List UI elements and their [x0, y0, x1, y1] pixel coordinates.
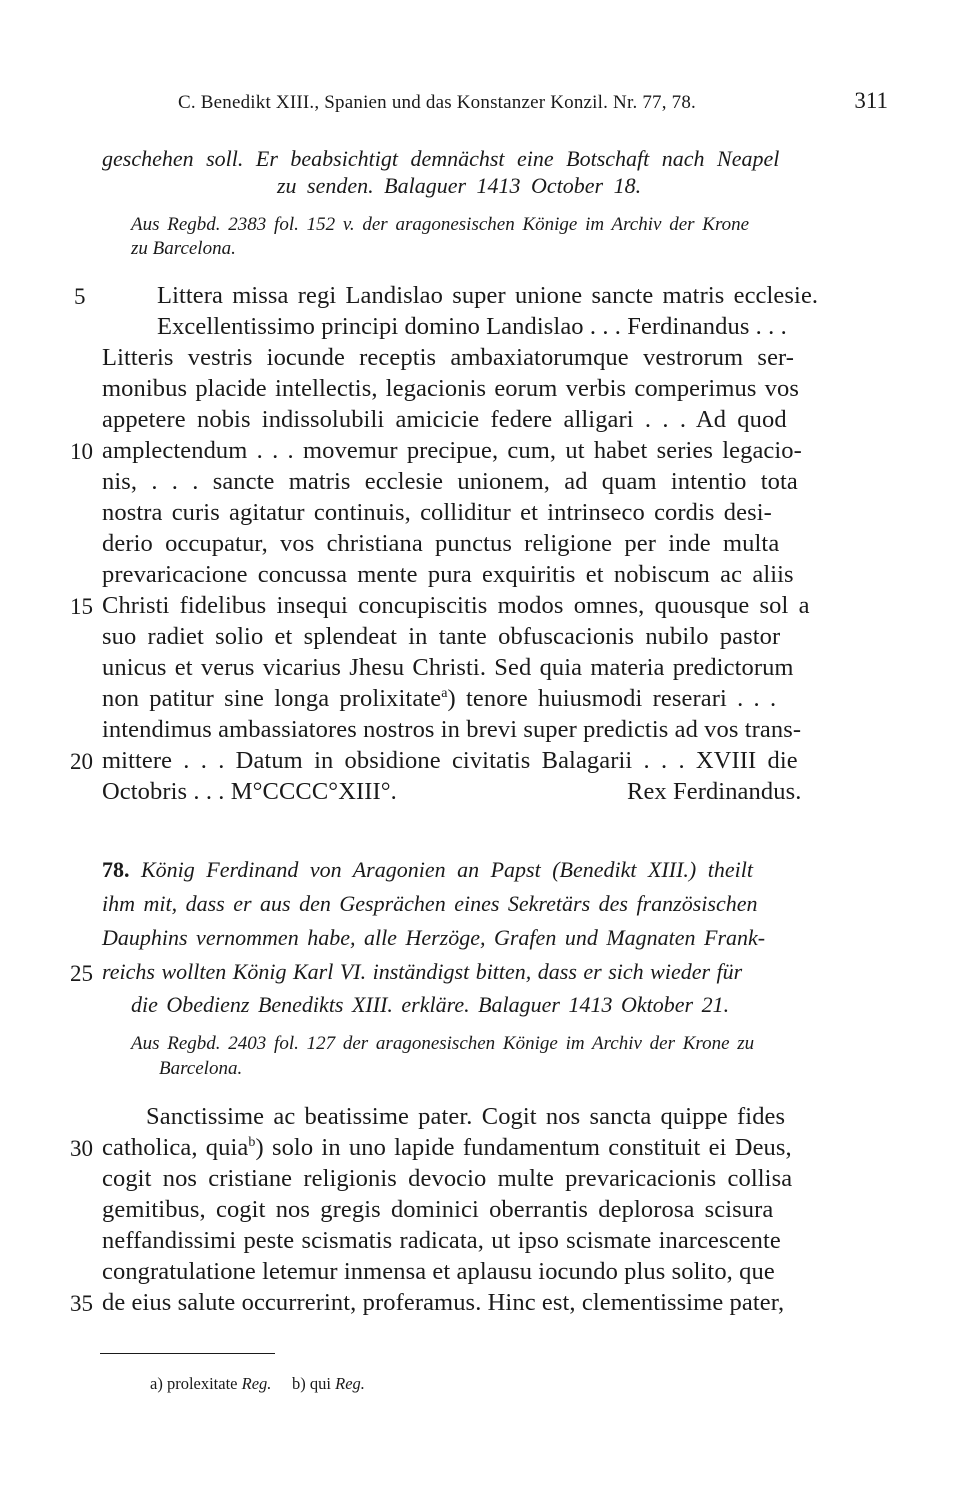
text-line: Litteris vestris iocunde receptis ambaxiatorumque vestrorum ser- [102, 344, 795, 371]
text-line: nis, . . . sancte matris ecclesie unionem, ad quam intentio tota [102, 468, 798, 495]
source-note: Aus Regbd. 2403 fol. 127 der aragonesischen Könige im Archiv der Krone zu [131, 1033, 755, 1054]
source-note: Barcelona. [159, 1058, 243, 1079]
summary-line: ihm mit, dass er aus den Gesprächen eines Sekretärs des französischen [102, 891, 758, 916]
text-line: Sanctissime ac beatissime pater. Cogit nos sancta quippe fides [146, 1103, 786, 1130]
summary-line: reichs wollten König Karl VI. inständigst bitten, dass er sich wieder für [102, 959, 743, 984]
line-number: 20 [70, 749, 93, 774]
text-line: mittere . . . Datum in obsidione civitatis Balagarii . . . XVIII die [102, 747, 798, 774]
summary-line: zu senden. Balaguer 1413 October 18. [277, 173, 642, 198]
running-title: C. Benedikt XIII., Spanien und das Konstanzer Konzil. Nr. 77, 78. [178, 92, 696, 113]
summary-line: 78. König Ferdinand von Aragonien an Papst (Benedikt XIII.) theilt [102, 857, 753, 882]
footnotes [150, 1374, 365, 1394]
running-header [178, 88, 888, 122]
text-line: amplectendum . . . movemur precipue, cum, ut habet series legacio- [102, 437, 802, 464]
text-line: prevaricacione concussa mente pura exquiritis et nobiscum ac aliis [102, 561, 794, 588]
footnote-b: b) qui Reg. [292, 1374, 365, 1393]
line-number: 25 [70, 961, 93, 986]
footnote-rule [100, 1353, 275, 1354]
signature: Rex Ferdinandus. [627, 778, 802, 805]
text-line: congratulatione letemur inmensa et aplausu iocundo plus solito, que [102, 1258, 775, 1285]
line-number: 35 [70, 1291, 93, 1316]
summary-line: die Obedienz Benedikts XIII. erkläre. Balaguer 1413 Oktober 21. [131, 992, 730, 1017]
text-line: unicus et verus vicarius Jhesu Christi. Sed quia materia predictorum [102, 654, 794, 681]
footnote-ref-b: b [248, 1135, 256, 1150]
text-line: cogit nos cristiane religionis devocio multe prevaricacionis collisa [102, 1165, 793, 1192]
footnote-a: a) prolexitate Reg. [150, 1374, 272, 1393]
source-note: Aus Regbd. 2383 fol. 152 v. der aragonesischen Könige im Archiv der Krone [131, 214, 750, 235]
line-number: 30 [70, 1136, 93, 1161]
text-line: Octobris . . . M°CCCC°XIII°. [102, 778, 397, 805]
text-line: catholica, quia$^b$) solo in uno lapide fundamentum constituit ei Deus, [102, 1134, 792, 1161]
line-number: 10 [70, 439, 93, 464]
text-line: derio occupatur, vos christiana punctus religione per inde multa [102, 530, 780, 557]
text-line: appetere nobis indissolubili amicicie federe alligari . . . Ad quod [102, 406, 787, 433]
text-line: intendimus ambassiatores nostros in brevi super predictis ad vos trans- [102, 716, 802, 743]
footnote-ref-a: a [441, 686, 448, 701]
text-line: Christi fidelibus insequi concupiscitis modos omnes, quousque sol a [102, 592, 810, 619]
text-line: nostra curis agitatur continuis, colliditur et intrinseco cordis desi- [102, 499, 772, 526]
source-note: zu Barcelona. [131, 238, 236, 259]
text-line: Littera missa regi Landislao super unione sancte matris ecclesie. [157, 282, 819, 309]
text-line: de eius salute occurrerint, proferamus. Hinc est, clementissime pater, [102, 1289, 785, 1316]
line-number: 15 [70, 594, 93, 619]
summary-line: geschehen soll. Er beabsichtigt demnächst eine Botschaft nach Neapel [102, 146, 780, 171]
text-line: Excellentissimo principi domino Landislao . . . Ferdinandus . . . [157, 313, 787, 340]
text-line: gemitibus, cogit nos gregis dominici oberrantis deplorosa scisura [102, 1196, 774, 1223]
text-line: suo radiet solio et splendeat in tante obfuscacionis nubilo pastor [102, 623, 781, 650]
text-line: neffandissimi peste scismatis radicata, ut ipso scismate inarcescente [102, 1227, 781, 1254]
page-number: 311 [854, 88, 888, 113]
summary-line: Dauphins vernommen habe, alle Herzöge, Grafen und Magnaten Frank- [102, 925, 766, 950]
text-line: non patitur sine longa prolixitate$^a$) tenore huiusmodi reserari . . . [102, 685, 777, 712]
line-number: 5 [74, 284, 86, 309]
document-number: 78. [102, 857, 130, 882]
text-line: monibus placide intellectis, legacionis eorum verbis comperimus vos [102, 375, 800, 402]
